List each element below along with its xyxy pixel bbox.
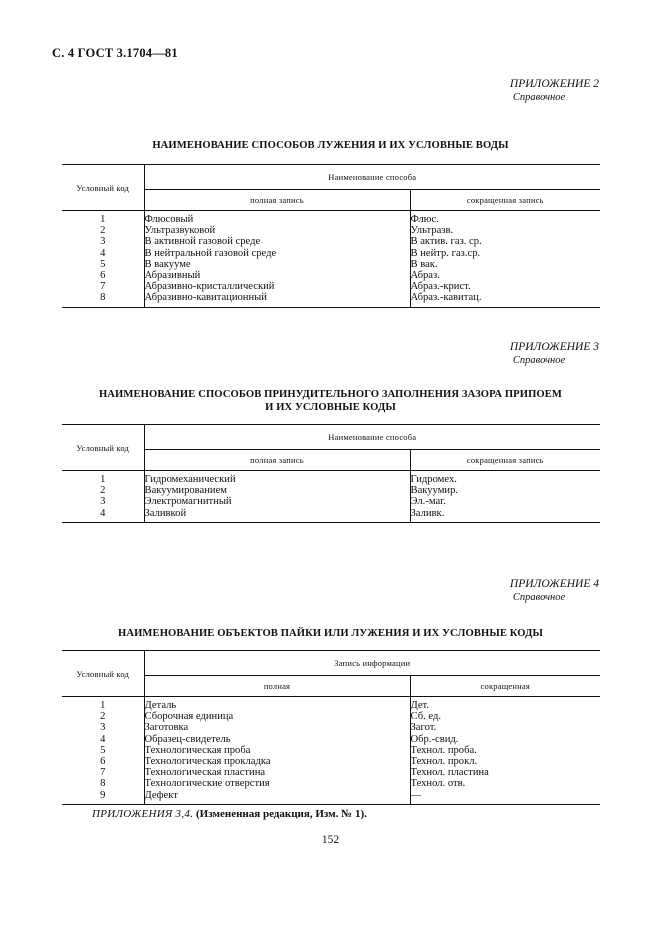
- cell-full: Электромагнитный: [144, 496, 410, 507]
- cell-short: Заливк.: [410, 508, 600, 523]
- column-header-code: Условный код: [62, 651, 144, 697]
- column-header-full: полная запись: [144, 450, 410, 471]
- cell-short: Обр.-свид.: [410, 733, 459, 745]
- table-row: [62, 756, 600, 767]
- column-header-full: полная: [144, 676, 410, 697]
- table-row: [62, 496, 600, 507]
- cell-short: Ультразв.: [410, 225, 454, 237]
- cell-full: Дефект: [144, 790, 410, 805]
- cell-full: Заготовка: [144, 722, 410, 733]
- cell-full: Флюсовый: [144, 211, 410, 226]
- cell-full: Вакуумированием: [144, 485, 410, 496]
- appendix-2-title: [40, 139, 621, 152]
- cell-short: Технол. проба.: [410, 744, 477, 756]
- appendix-2-sublabel: Справочное: [512, 92, 566, 103]
- cell-short: —: [410, 790, 600, 805]
- table-row: [62, 248, 600, 259]
- cell-code: 4: [62, 508, 144, 523]
- cell-short: Загот.: [410, 722, 437, 734]
- cell-full: Абразивно-кристаллический: [144, 281, 410, 292]
- cell-code: 5: [62, 745, 144, 756]
- column-header-name: Запись информации: [144, 651, 600, 676]
- appendix-4-label-block: [510, 578, 599, 604]
- page-number: 152: [321, 834, 340, 846]
- table-row: [62, 211, 600, 226]
- cell-short: Вакуумир.: [410, 485, 459, 497]
- appendix-3-label-block: [510, 341, 599, 367]
- cell-full: Ультразвуковой: [144, 225, 410, 236]
- cell-full: Заливкой: [144, 508, 410, 523]
- table-row: [62, 745, 600, 756]
- cell-code: 3: [62, 496, 144, 507]
- appendix-3-title-line1: НАИМЕНОВАНИЕ СПОСОБОВ ПРИНУДИТЕЛЬНОГО ЗАПОЛНЕНИЯ ЗАЗОРА ПРИПОЕМ: [98, 389, 563, 400]
- table-row: [62, 281, 600, 292]
- cell-short: Технол. пластина: [410, 767, 489, 779]
- appendix-2-label-block: [510, 78, 599, 104]
- cell-code: 2: [62, 225, 144, 236]
- appendix-4-title-line1: НАИМЕНОВАНИЕ ОБЪЕКТОВ ПАЙКИ ИЛИ ЛУЖЕНИЯ И ИХ УСЛОВНЫЕ КОДЫ: [118, 628, 543, 639]
- appendix-2-label: ПРИЛОЖЕНИЕ 2: [509, 78, 599, 90]
- cell-full: Абразивно-кавитационный: [144, 292, 410, 307]
- cell-short: Абраз.: [410, 270, 440, 282]
- appendix-4-title: [40, 627, 621, 640]
- cell-code: 8: [62, 292, 144, 307]
- table-row: [62, 508, 600, 523]
- appendix-3-label: ПРИЛОЖЕНИЕ 3: [509, 341, 599, 353]
- cell-full: Абразивный: [144, 270, 410, 281]
- cell-short: Сб. ед.: [410, 711, 441, 723]
- cell-short: Дет.: [410, 700, 430, 711]
- cell-code: 7: [62, 767, 144, 778]
- table-row: [62, 711, 600, 722]
- cell-code: 3: [62, 722, 144, 733]
- cell-short: Абраз.-кавитац.: [410, 292, 600, 307]
- table-row: [62, 259, 600, 270]
- cell-short: В актив. газ. ср.: [410, 236, 482, 248]
- appendix-3-sublabel: Справочное: [512, 355, 566, 366]
- column-header-short: сокращенная: [410, 676, 600, 697]
- appendix-4-sublabel: Справочное: [512, 592, 566, 603]
- cell-full: Образец-свидетель: [144, 734, 410, 745]
- cell-full: Деталь: [144, 697, 410, 712]
- cell-code: 2: [62, 711, 144, 722]
- cell-code: 4: [62, 248, 144, 259]
- table-row: [62, 471, 600, 486]
- cell-code: 1: [62, 211, 144, 226]
- cell-short: В вак.: [410, 258, 438, 270]
- table-row: [62, 767, 600, 778]
- cell-short: Флюс.: [410, 214, 439, 225]
- cell-code: 3: [62, 236, 144, 247]
- cell-code: 6: [62, 270, 144, 281]
- cell-short: Технол. отв.: [410, 778, 466, 790]
- table-row: [62, 292, 600, 307]
- cell-code: 5: [62, 259, 144, 270]
- table-row: [62, 790, 600, 805]
- cell-code: 4: [62, 734, 144, 745]
- cell-code: 1: [62, 471, 144, 486]
- cell-short: Гидромех.: [410, 474, 457, 485]
- page-header: С. 4 ГОСТ 3.1704—81: [52, 46, 178, 60]
- table-row: [62, 697, 600, 712]
- cell-full: Технологические отверстия: [144, 778, 410, 789]
- revision-note: [92, 808, 367, 820]
- cell-full: В нейтральной газовой среде: [144, 248, 410, 259]
- cell-code: 2: [62, 485, 144, 496]
- cell-code: 1: [62, 697, 144, 712]
- appendix-4-table: [62, 650, 600, 805]
- column-header-short: сокращенная запись: [410, 450, 600, 471]
- cell-short: Технол. прокл.: [410, 756, 478, 768]
- cell-code: 8: [62, 778, 144, 789]
- revision-note-text: (Измененная редакция, Изм. № 1).: [196, 808, 367, 820]
- revision-note-label: ПРИЛОЖЕНИЯ 3,4.: [92, 808, 194, 820]
- column-header-full: полная запись: [144, 190, 410, 211]
- cell-full: В активной газовой среде: [144, 236, 410, 247]
- appendix-3-table: [62, 424, 600, 523]
- cell-short: Абраз.-крист.: [410, 281, 471, 293]
- table-row: [62, 734, 600, 745]
- cell-full: Технологическая проба: [144, 745, 410, 756]
- cell-full: В вакууме: [144, 259, 410, 270]
- column-header-code: Условный код: [62, 165, 144, 211]
- column-header-name: Наименование способа: [144, 425, 600, 450]
- table-row: [62, 722, 600, 733]
- cell-full: Технологическая прокладка: [144, 756, 410, 767]
- appendix-4-label: ПРИЛОЖЕНИЕ 4: [509, 578, 599, 590]
- table-row: [62, 236, 600, 247]
- cell-full: Сборочная единица: [144, 711, 410, 722]
- table-row: [62, 225, 600, 236]
- appendix-2-table: [62, 164, 600, 308]
- table-row: [62, 485, 600, 496]
- column-header-name: Наименование способа: [144, 165, 600, 190]
- cell-code: 9: [62, 790, 144, 805]
- table-row: [62, 270, 600, 281]
- column-header-code: Условный код: [62, 425, 144, 471]
- cell-short: В нейтр. газ.ср.: [410, 247, 481, 259]
- column-header-short: сокращенная запись: [410, 190, 600, 211]
- table-row: [62, 778, 600, 789]
- cell-code: 7: [62, 281, 144, 292]
- cell-code: 6: [62, 756, 144, 767]
- cell-short: Эл.-маг.: [410, 496, 446, 508]
- appendix-3-title-line2: И ИХ УСЛОВНЫЕ КОДЫ: [265, 402, 396, 413]
- cell-full: Гидромеханический: [144, 471, 410, 486]
- appendix-2-title-line1: НАИМЕНОВАНИЕ СПОСОБОВ ЛУЖЕНИЯ И ИХ УСЛОВНЫЕ ВОДЫ: [152, 140, 509, 151]
- appendix-3-title: [40, 388, 621, 414]
- cell-full: Технологическая пластина: [144, 767, 410, 778]
